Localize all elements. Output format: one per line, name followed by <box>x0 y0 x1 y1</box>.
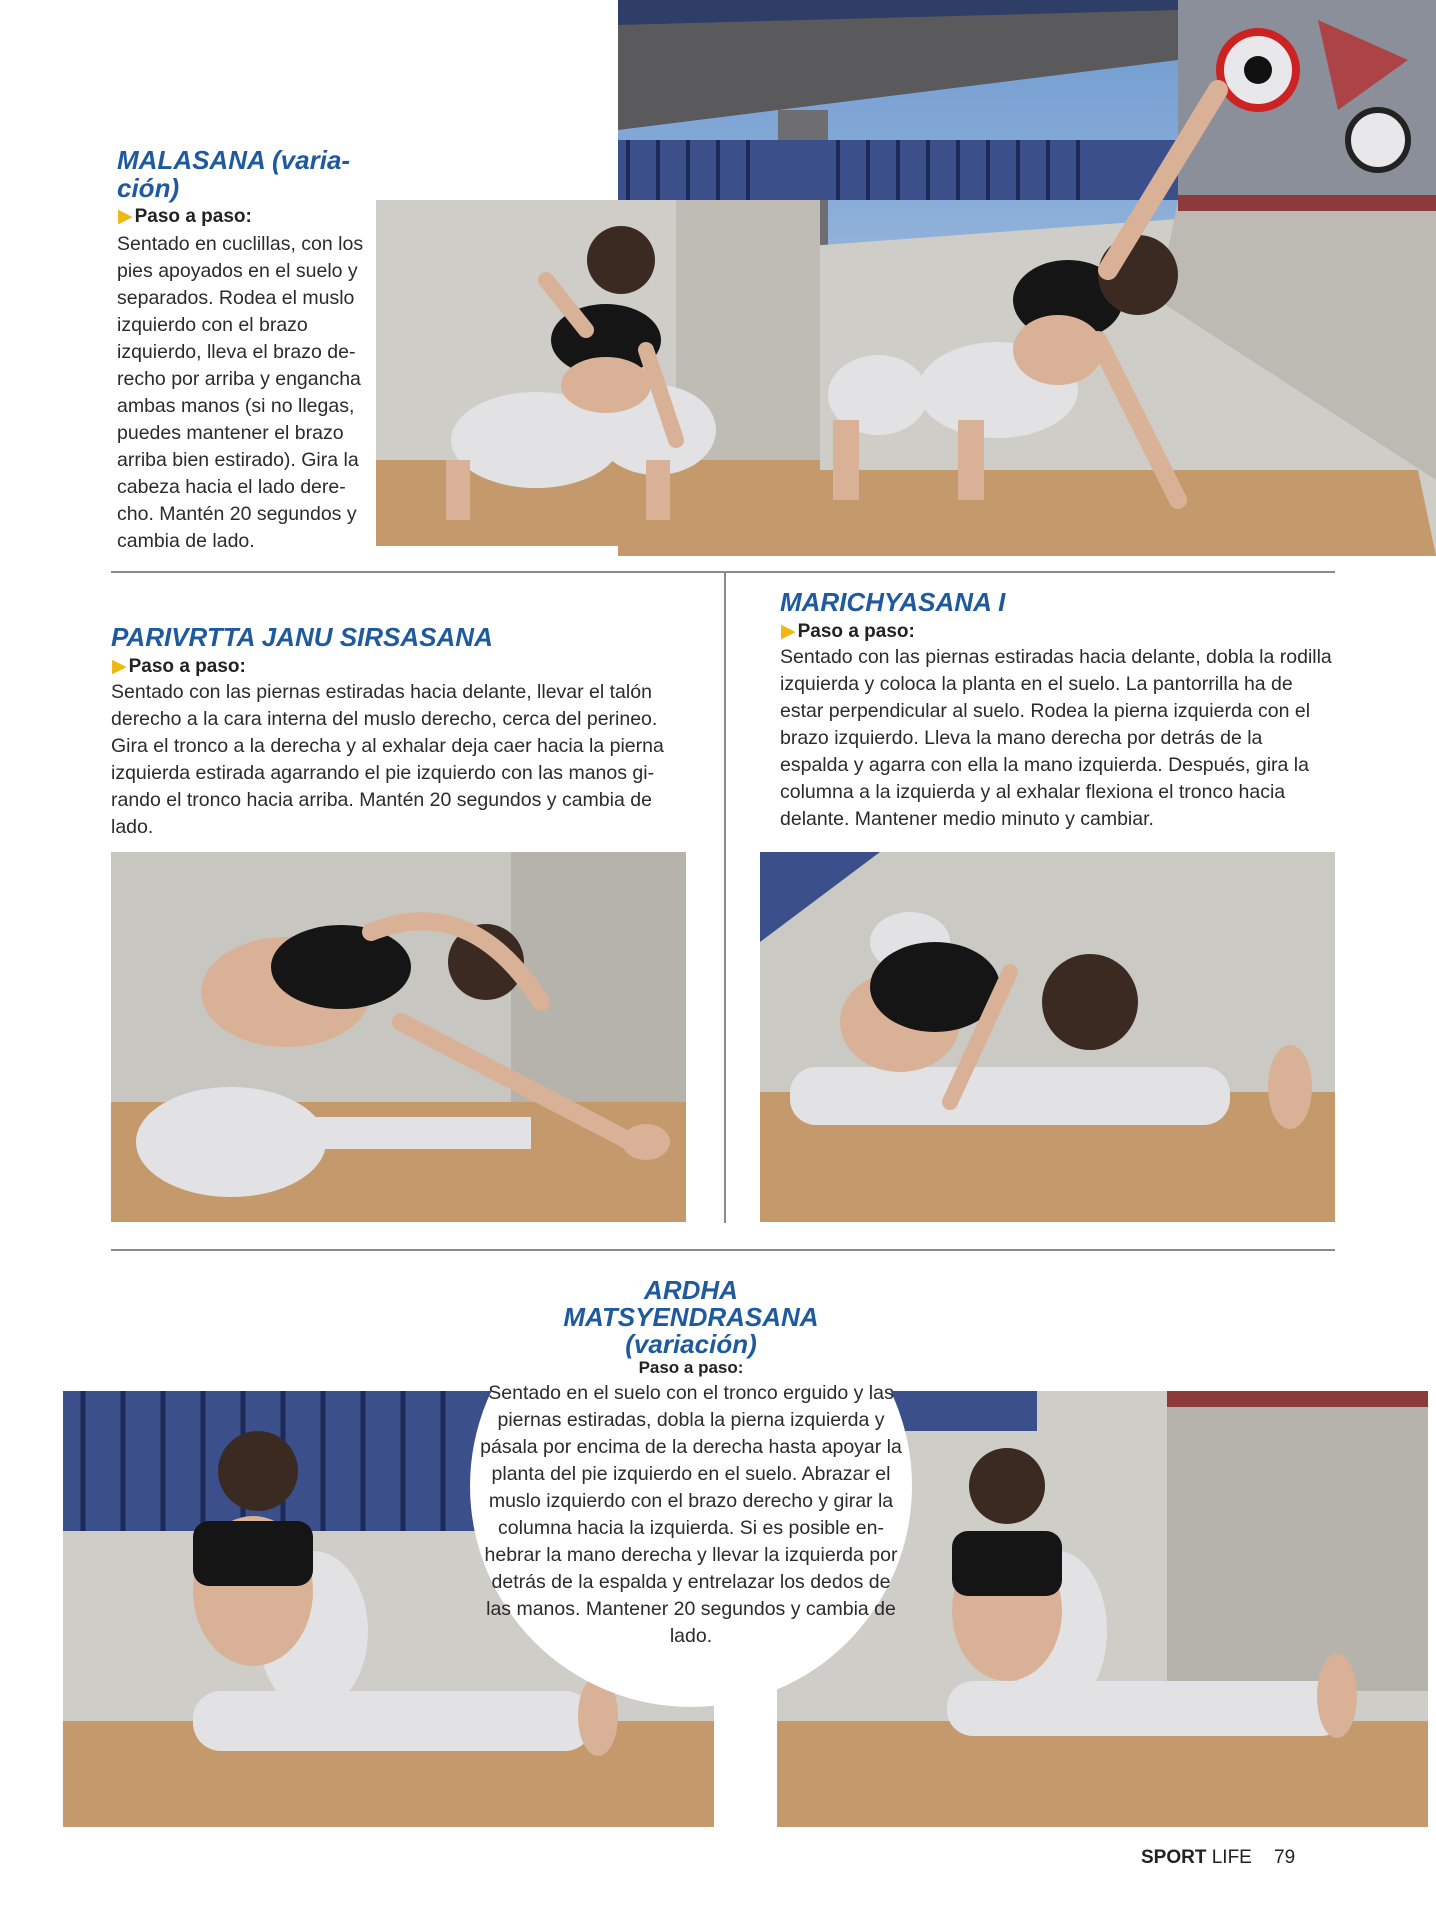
ardha-title-line1: ARDHA <box>644 1275 738 1305</box>
marichyasana-title: MARICHYASANA I <box>780 587 1006 617</box>
page-number: 79 <box>1274 1847 1296 1868</box>
ardha-body: Sentado en el suelo con el tronco erguido y las piernas estiradas, dobla la pierna izquierda y pásala por encima de la derecha hasta apoyar la planta del pie izquierdo en el suelo. Abrazar el muslo izquierdo con el brazo derecho y girar la columna hacia la izquierda. Si es posible en-hebrar la mano derecha y llevar la izquierda por detrás de la espalda y entrelazar los dedos de las manos. Mantener 20 segundos y cambia de lado. <box>480 1382 902 1647</box>
ardha-step-label: Paso a paso: <box>638 1358 744 1377</box>
divider-vertical <box>724 573 726 1223</box>
malasana-body: Sentado en cuclillas, con los pies apoyados en el suelo y separados. Rodea el muslo izquierdo con el brazo izquierdo, lleva el brazo de-recho por arriba y engancha ambas manos (si no llegas, puedes mantener el brazo arriba bien estirado). Gira la cabeza hacia el lado dere-cho. Mantén 20 segundos y cambia de lado. <box>117 233 364 552</box>
ardha-title-line3: (variación) <box>625 1329 757 1359</box>
footer-brand-bold: SPORT <box>1141 1847 1207 1868</box>
parivrtta-title: PARIVRTTA JANU SIRSASANA <box>111 622 493 652</box>
arrow-icon: ▶ <box>118 206 133 227</box>
marichyasana-body: Sentado con las piernas estiradas hacia delante, dobla la rodilla izquierda y coloca la planta en el suelo. La pantorrilla ha de estar perpendicular al suelo. Rodea la pierna izquierda con el brazo izquierdo. Lleva la mano derecha por detrás de la espalda y agarra con ella la mano izquierda. Después, gira la columna a la izquierda y al exhalar flexiona el tronco hacia delante. Mantener medio minuto y cambiar. <box>780 646 1332 830</box>
divider-horizontal <box>111 571 1335 573</box>
arrow-icon: ▶ <box>781 621 796 642</box>
malasana-title: MALASANA (varia-ción) <box>117 145 351 203</box>
arrow-icon: ▶ <box>112 656 127 677</box>
marichyasana-step-label: ▶ Paso a paso: <box>781 621 915 642</box>
ardha-title-line2: MATSYENDRASANA <box>563 1302 819 1332</box>
photo-parivrtta <box>111 852 686 1222</box>
photo-marichyasana <box>760 852 1335 1222</box>
footer-brand <box>1141 1847 1252 1869</box>
divider-horizontal-2 <box>111 1249 1335 1251</box>
photo-malasana-1 <box>376 200 820 546</box>
parivrtta-step-label: ▶ Paso a paso: <box>112 656 246 677</box>
malasana-step-label: ▶ Paso a paso: <box>118 206 252 227</box>
footer-brand-light: LIFE <box>1211 1847 1252 1868</box>
parivrtta-body: Sentado con las piernas estiradas hacia delante, llevar el talón derecho a la cara interna del muslo derecho, cerca del perineo. Gira el tronco a la derecha y al exhalar deja caer hacia la pierna izquierda estirada agarrando el pie izquierdo con las manos gi-rando el tronco hacia arriba. Mantén 20 segundos y cambia de lado. <box>111 681 664 838</box>
